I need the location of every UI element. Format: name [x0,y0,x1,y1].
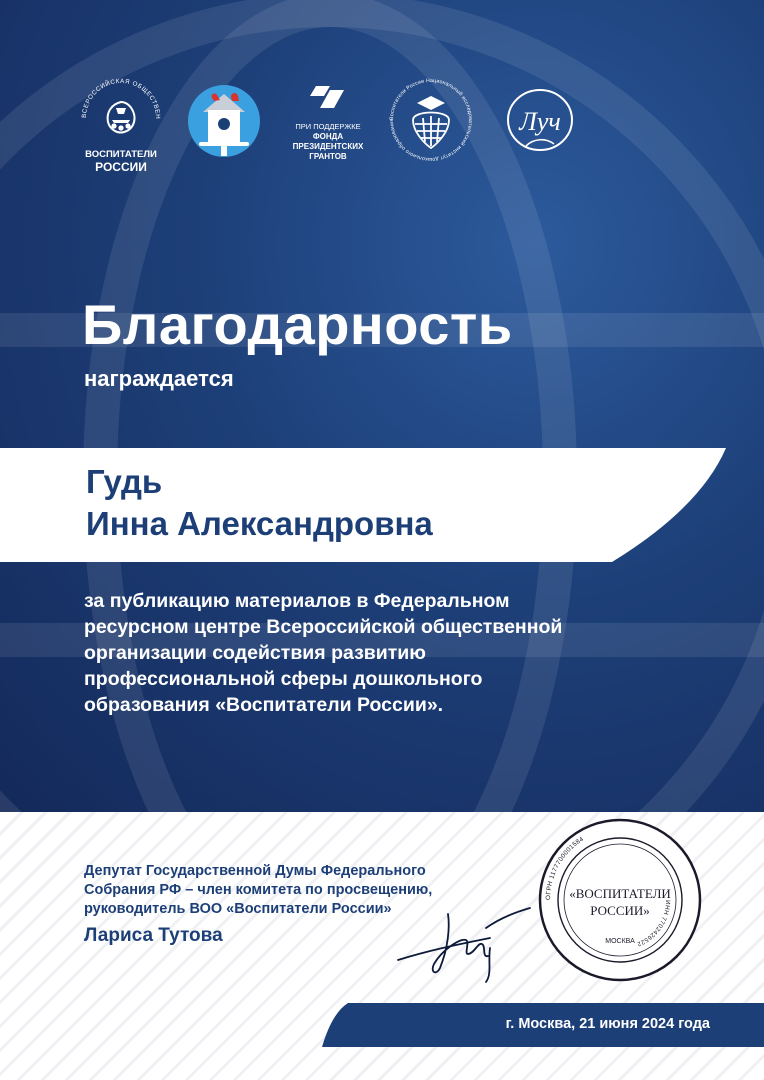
handwritten-signature [390,888,540,988]
recipient-band [0,448,764,562]
recipient-given-names: Инна Александровна [86,505,433,542]
vospitateli-ring-text: ВСЕРОССИЙСКАЯ ОБЩЕСТВЕН [80,78,162,120]
certificate-subtitle: награждается [84,366,234,391]
official-seal [535,815,705,985]
grants-caption-3: ПРЕЗИДЕНТСКИХ [292,142,364,151]
seal-center-line-1: «ВОСПИТАТЕЛИ [569,886,671,901]
birdhouse-icon [187,84,261,158]
vospitateli-rossii-logo [76,78,166,178]
graduate-cap-icon [413,96,449,148]
vospitateli-caption-2: РОССИИ [95,160,147,174]
grants-caption-2: ФОНДА [312,132,344,141]
recipient-surname: Гудь [86,463,163,500]
reason-line: организации содействия развитию [84,642,426,664]
bird-family-icon [108,102,135,133]
date-bar [322,1003,764,1047]
grants-caption-1: ПРИ ПОДДЕРЖКЕ [295,122,361,131]
signer-role-line: Депутат Государственной Думы Федерального [84,863,426,879]
vospitateli-caption-1: ВОСПИТАТЕЛИ [85,149,157,160]
presidential-grants-logo [286,78,370,178]
seal-center-line-2: РОССИИ» [590,903,650,918]
issue-date: г. Москва, 21 июня 2024 года [505,1016,710,1032]
leaf-icon [526,140,554,146]
signer-name: Лариса Тутова [84,925,223,946]
reason-line: ресурсном центре Всероссийской общественной [84,616,563,638]
seal-inn-text: ИНН 7702426522 [635,899,672,948]
reason-line: образования «Воспитатели России». [84,694,444,716]
institute-logo [385,74,477,166]
seal-ogrn-text: ОГРН 1177700001584 [544,835,586,901]
birdhouse-logo [187,84,261,158]
signer-role-line: руководитель ВОО «Воспитатели России» [84,901,392,917]
institute-ring-text: Воспитатели России Национальный исследовательский институт дошкольного образования [388,77,474,163]
award-reason [84,588,704,718]
grants-caption-4: ГРАНТОВ [309,152,347,161]
grants-mark-icon [286,78,370,118]
seal-city: МОСКВА [605,938,635,945]
luch-text: Луч [519,107,561,136]
reason-line: за публикацию материалов в Федеральном [84,590,510,612]
reason-line: профессиональной сферы дошкольного [84,668,483,690]
partner-logos [0,78,764,178]
luch-logo [500,86,580,160]
signer-role-line: Собрания РФ – член комитета по просвещению, [84,882,433,898]
certificate-title: Благодарность [82,293,513,356]
